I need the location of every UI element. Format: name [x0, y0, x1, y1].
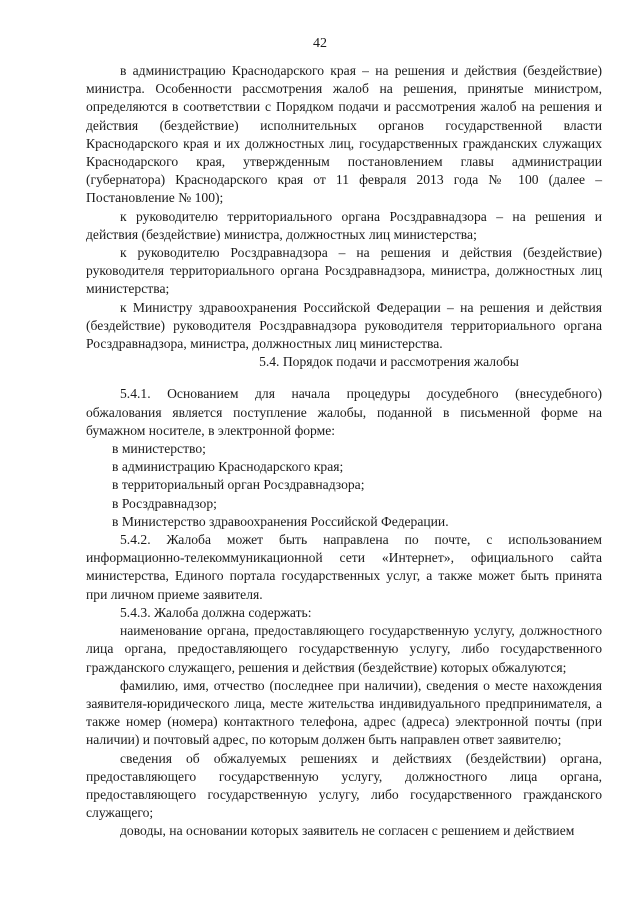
list-item: в Министерство здравоохранения Российской Федерации.	[112, 513, 449, 529]
list-item: в территориальный орган Росздравнадзора;	[112, 477, 365, 493]
page-number: 42	[313, 36, 327, 51]
section-heading: 5.4. Порядок подачи и рассмотрения жалобы	[259, 354, 519, 370]
list-item: в министерство;	[112, 441, 206, 457]
document-body	[86, 62, 602, 841]
paragraph-complaint-federal-minister: к Министру здравоохранения Российской Федерации – на решения и действия (бездействие) руководителя Росздравнадзора руководителя территориального органа Росздравнадзора, министра, должностных лиц министерства.	[86, 299, 602, 352]
paragraph-5-4-2: 5.4.2. Жалоба может быть направлена по почте, с использованием информационно-телекоммуникационной сети «Интернет», официального сайта министерства, Единого портала государственных услуг, а также может быть принята при личном приеме заявителя.	[86, 532, 602, 602]
paragraph-complaint-content-decisions: сведения об обжалуемых решениях и действиях (бездействии) органа, предоставляющего государственную услугу, должностного лица органа, предоставляющего государственную услугу, либо государственного гражданского служащего;	[86, 750, 602, 821]
paragraph-complaint-content-arguments: доводы, на основании которых заявитель не согласен с решением и действием	[120, 823, 575, 839]
paragraph-5-4-3: 5.4.3. Жалоба должна содержать:	[120, 604, 312, 620]
paragraph-complaint-territorial-body: к руководителю территориального органа Росздравнадзора – на решения и действия (бездействие) министра, должностных лиц министерства;	[86, 208, 602, 242]
spacer	[86, 371, 602, 385]
list-item: в администрацию Краснодарского края;	[112, 459, 344, 475]
list-item: в Росздравнадзор;	[112, 495, 217, 511]
paragraph-complaint-regional-admin: в администрацию Краснодарского края – на решения и действия (бездействие) министра. Особенности рассмотрения жалоб на решения, принятые министром, определяются в соответствии с Порядком подачи и рассмотрения жалоб на решения и действия (бездействие) исполнительных органов государственной власти Краснодарского края и их должностных лиц, государственных гражданских служащих Краснодарского края, утвержденным постановлением главы администрации (губернатора) Краснодарского края от 11 февраля 2013 года № 100 (далее – Постановление № 100);	[86, 63, 602, 206]
paragraph-complaint-roszdravnadzor-head: к руководителю Росздравнадзора – на решения и действия (бездействие) руководителя территориального органа Росздравнадзора, министра, должностных лиц министерства;	[86, 245, 602, 297]
paragraph-5-4-1: 5.4.1. Основанием для начала процедуры досудебного (внесудебного) обжалования является поступление жалобы, поданной в письменной форме на бумажном носителе, в электронной форме:	[86, 386, 602, 438]
paragraph-complaint-content-applicant: фамилию, имя, отчество (последнее при наличии), сведения о месте нахождения заявителя-юридического лица, месте жительства индивидуального предпринимателя, а также номер (номера) контактного телефона, адрес (адреса) электронной почты (при наличии) и почтовый адрес, по которым должен быть направлен ответ заявителю;	[86, 677, 602, 748]
paragraph-complaint-content-body: наименование органа, предоставляющего государственную услугу, должностного лица органа, предоставляющего государственную услугу, либо государственного гражданского служащего, решения и действия (бездействие) которых обжалуются;	[86, 623, 602, 675]
